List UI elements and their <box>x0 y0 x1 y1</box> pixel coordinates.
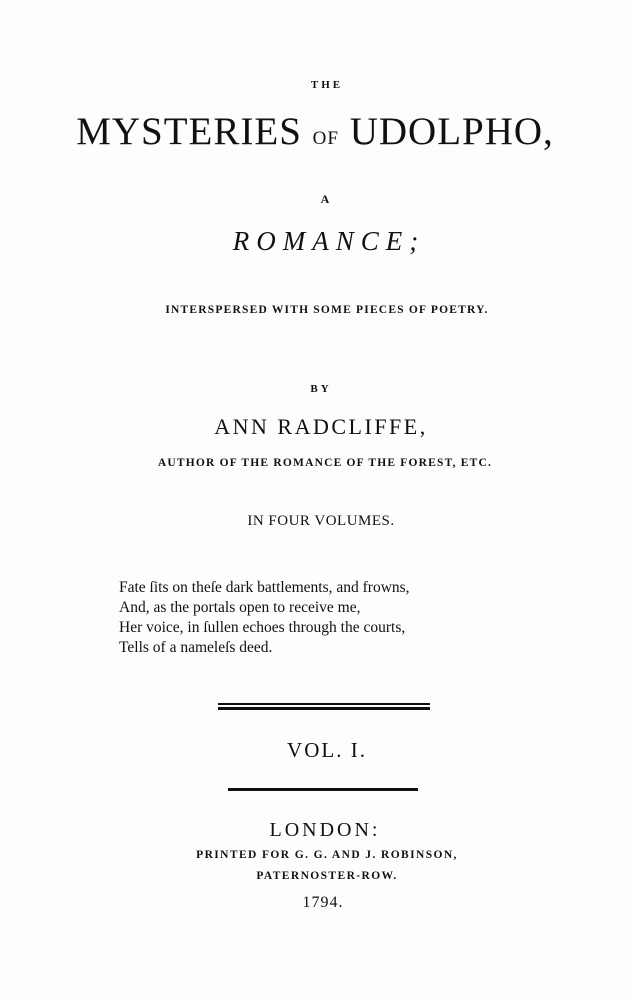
volumes-note: IN FOUR VOLUMES. <box>247 513 395 529</box>
by-label: BY <box>310 383 332 395</box>
genre-romance: ROMANCE; <box>232 226 426 256</box>
single-rule-divider <box>228 788 418 792</box>
book-title <box>0 112 630 151</box>
author-name: ANN RADCLIFFE, <box>214 414 428 439</box>
epigraph-line: Fate ſits on theſe dark battlements, and frowns, <box>119 579 410 596</box>
rule-thin-bar <box>218 703 430 705</box>
article-a: A <box>320 192 330 206</box>
epigraph-line: Tells of a nameleſs deed. <box>119 639 273 656</box>
article-the: THE <box>310 79 344 91</box>
imprint-year: 1794. <box>302 894 344 911</box>
subtitle-interspersed: INTERSPERSED WITH SOME PIECES OF POETRY. <box>165 304 489 316</box>
double-rule-divider <box>218 703 430 712</box>
imprint-city: LONDON: <box>269 819 381 841</box>
author-credit: AUTHOR OF THE ROMANCE OF THE FOREST, ETC. <box>157 457 493 469</box>
book-title-part2: UDOLPHO, <box>349 110 554 153</box>
rule-thick-bar <box>218 707 430 710</box>
epigraph-line: And, as the portals open to receive me, <box>119 599 361 616</box>
epigraph <box>119 578 539 658</box>
imprint-printer: PRINTED FOR G. G. AND J. ROBINSON, <box>196 849 458 861</box>
rule-bar <box>228 788 418 791</box>
imprint-address: PATERNOSTER-ROW. <box>256 870 398 882</box>
epigraph-line: Her voice, in ſullen echoes through the courts, <box>119 619 406 636</box>
book-title-part1: MYSTERIES <box>76 110 302 153</box>
book-title-of: OF <box>312 128 339 149</box>
volume-number: VOL. I. <box>287 738 367 762</box>
